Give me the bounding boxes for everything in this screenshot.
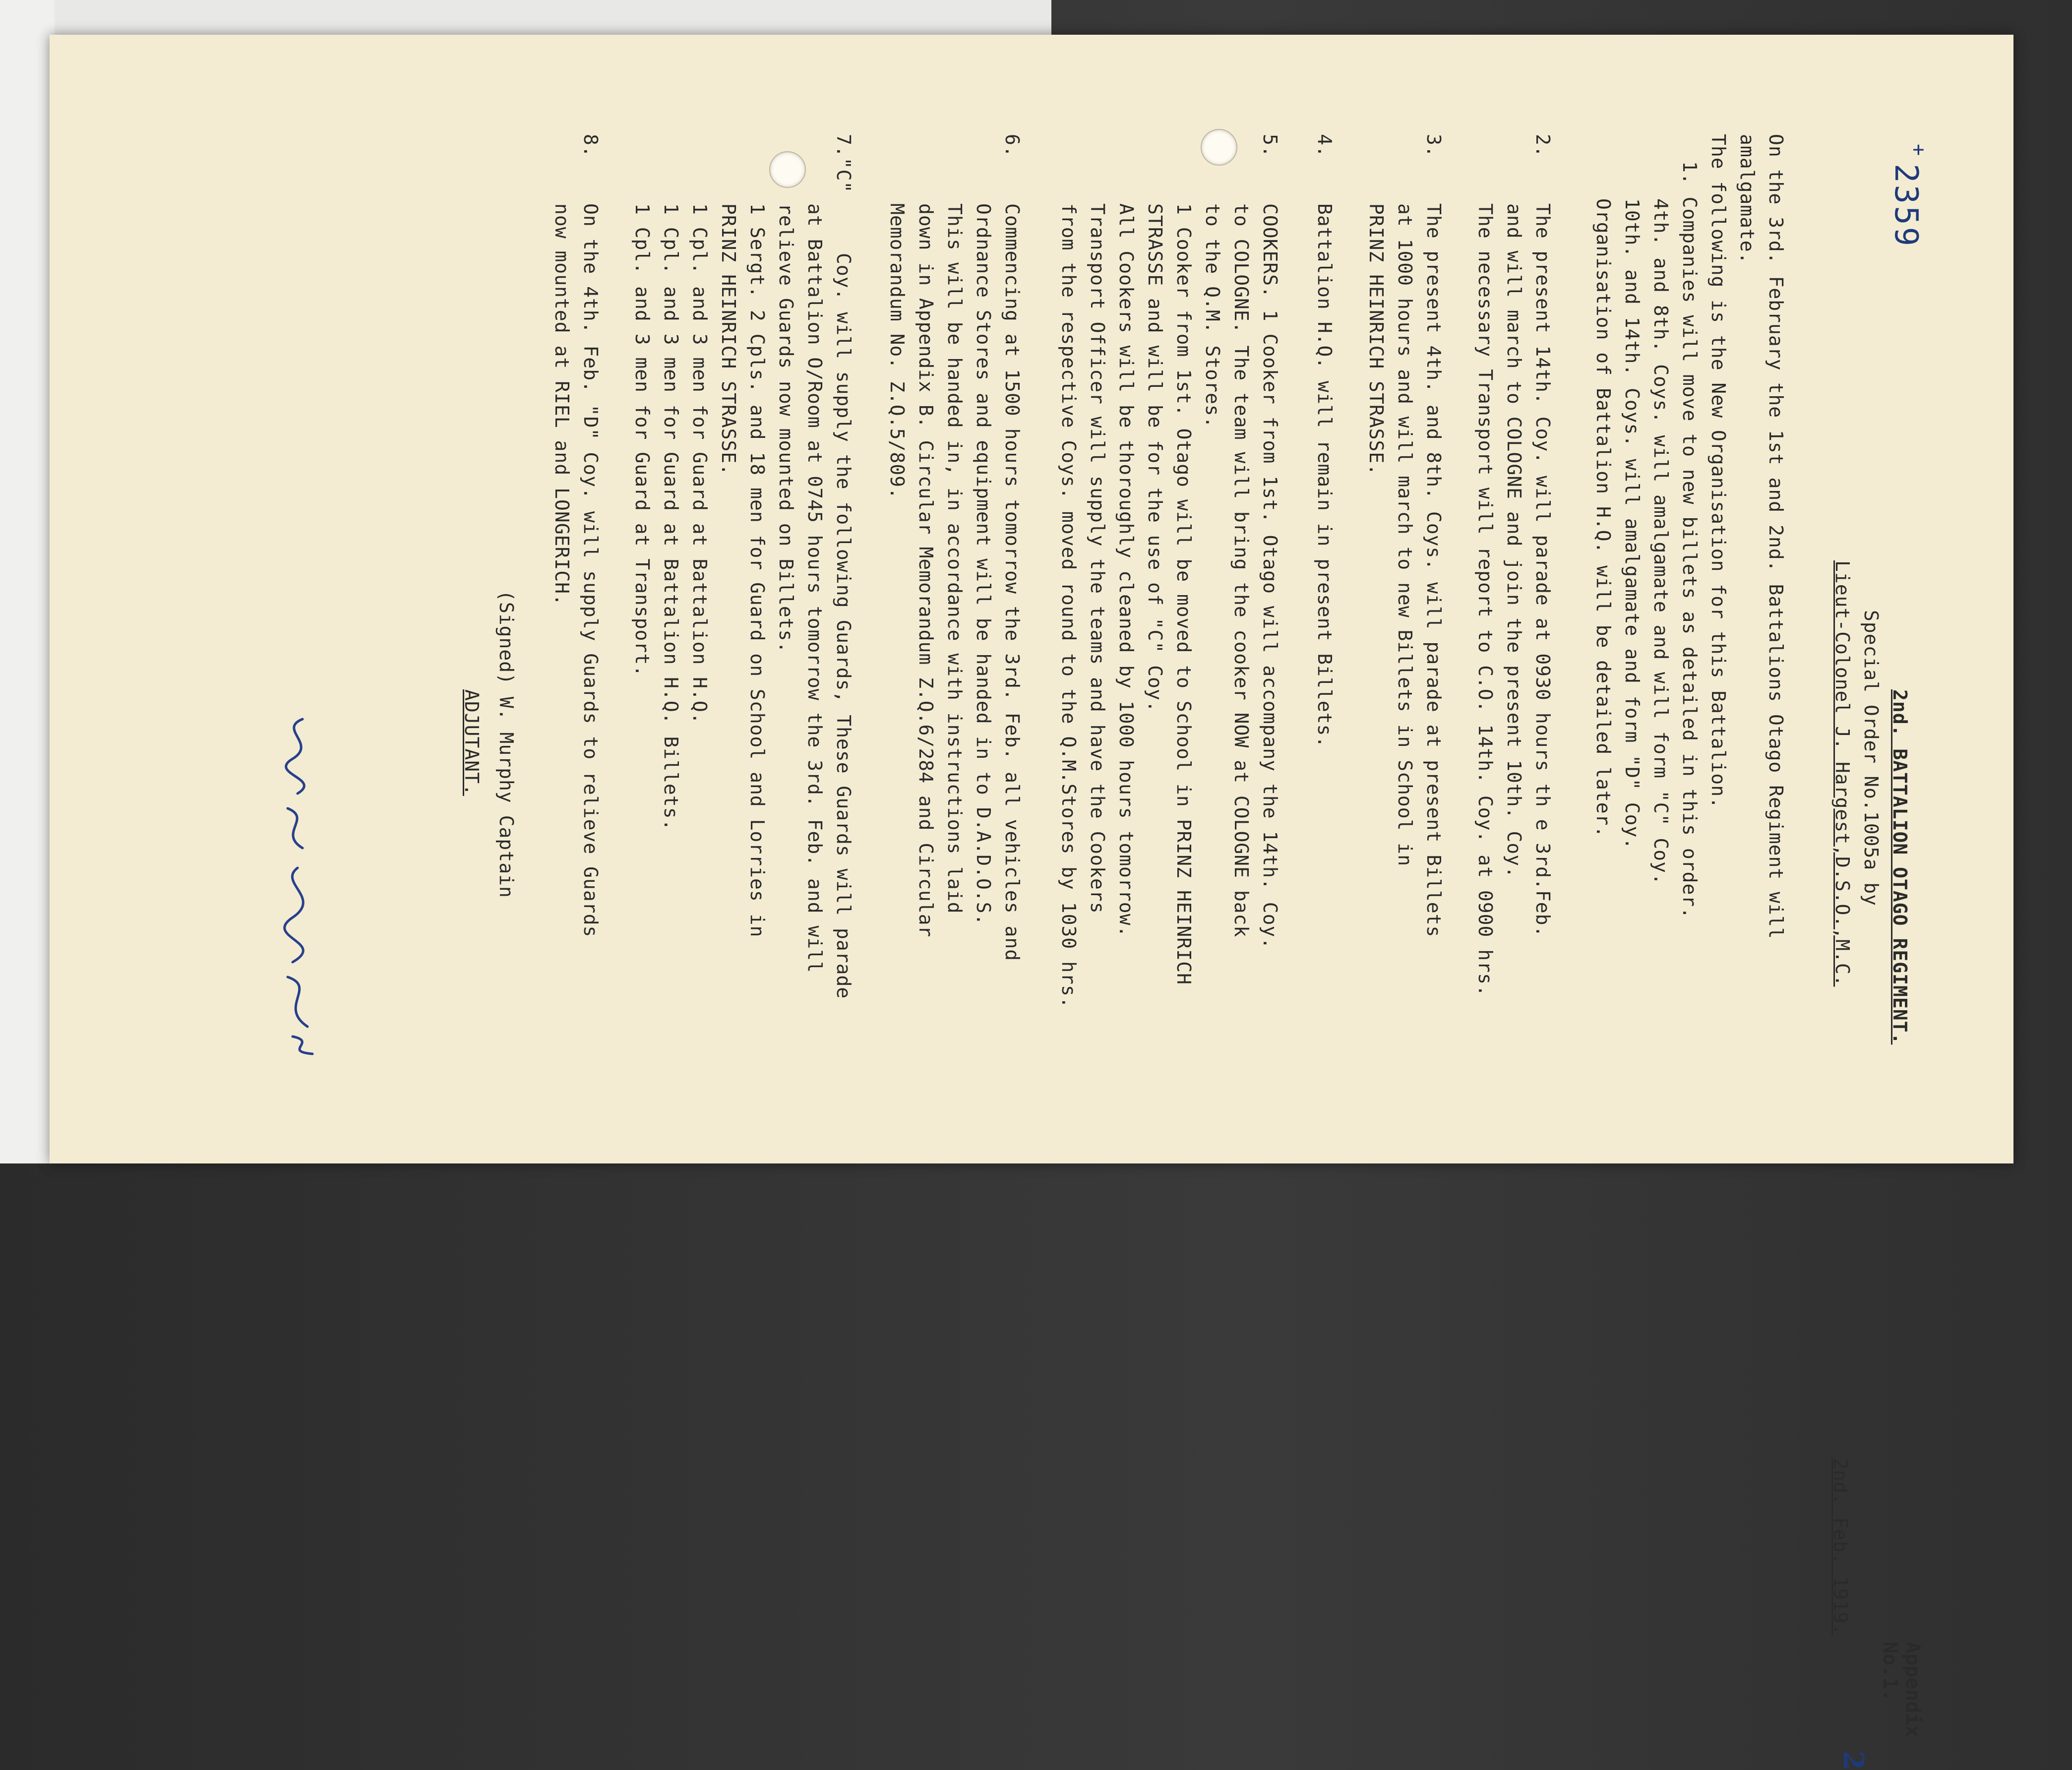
para6-line-5: Memorandum No. Z.Q.5/809. [886,203,908,499]
page-number: 2 [1837,1751,1870,1770]
para7-line-1: Coy. will supply the following Guards, These Guards will parade [833,253,854,999]
intro-line-2: amalgamate. [1736,134,1758,264]
para5-number: 5. [1259,134,1281,158]
para1-line-4: Organisation of Battalion H.Q. will be detailed later. [1592,198,1614,838]
document-page [50,35,2013,1770]
para7-line-4: 1 Sergt. 2 Cpls. and 18 men for Guard on School and Lorries in [746,203,768,938]
para1-line-2: 4th. and 8th. Coys. will amalgamate and will form "C" Coy. [1650,198,1672,885]
para8-number: 8. [580,134,602,158]
para5-line-1: COOKERS. 1 Cooker from 1st. Otago will accompany the 14th. Coy. [1259,203,1281,950]
para7-line-2: at Battalion O/Room at 0745 hours tomorrow the 3rd. Feb. and will [804,203,826,974]
para8-line-1: On the 4th. Feb. "D" Coy. will supply Guards to relieve Guards [580,203,602,938]
para2-number: 2. [1532,134,1554,158]
para7-line-7: 1 Cpl. and 3 men for Guard at Battalion H.Q. Billets. [660,203,682,831]
punch-hole-bottom [769,151,806,188]
intro-line-3: The following is the New Organisation for this Battalion. [1707,134,1729,809]
para7-line-5: PRINZ HEINRICH STRASSE. [718,203,739,476]
officer-name: Lieut-Colonel J. Hargest,D.S.O.,M.C. [1831,560,1853,987]
para5-line-8: from the respective Coys. moved round to the Q.M.Stores by 1030 hrs. [1058,203,1080,1009]
para3-line-2: at 1000 hours and will march to new Billets in School in [1394,203,1416,867]
para7-line-3: relieve Guards now mounted on Billets. [775,203,797,654]
para4-line-1: Battalion H.Q. will remain in present Billets. [1314,203,1336,748]
para5-line-5: STRASSE and will be for the use of "C" Coy. [1144,203,1166,713]
folio-number: 2359 [1888,164,1924,248]
para3-line-3: PRINZ HEINRICH STRASSE. [1365,203,1387,476]
document-date: 2nd. Feb. 1919. [1829,1458,1851,1636]
para5-line-2: to COLOGNE. The team will bring the cooker NOW at COLOGNE back [1230,203,1252,938]
para3-line-1: The present 4th. and 8th. Coys. will parade at present Billets [1423,203,1445,938]
para6-line-3: This will be handed in, in accordance with instructions laid [944,203,966,914]
para1-line-3: 10th. and 14th. Coys. will amalgamate and form "D" Coy. [1621,198,1643,850]
para1-line-1: 1. Companies will move to new billets as detailed in this order. [1679,161,1701,919]
signature-line: (Signed) W. Murphy Captain [495,590,517,898]
para7-number: 7."C" [833,134,854,193]
para6-line-2: Ordnance Stores and equipment will be handed in to D.A.D.O.S. [973,203,994,926]
para6-number: 6. [1001,134,1023,158]
handwritten-note [218,709,387,1056]
adjutant-title: ADJUTANT. [461,689,483,796]
para2-line-1: The present 14th. Coy. will parade at 0930 hours th e 3rd.Feb. [1532,203,1554,938]
para2-line-3: The necessary Transport will report to C.O. 14th. Coy. at 0900 hrs. [1474,203,1496,997]
para3-number: 3. [1423,134,1445,158]
order-number: Special Order No.1005a by [1860,610,1882,906]
para6-line-4: down in Appendix B. Circular Memorandum Z.Q.6/284 and Circular [915,203,937,938]
para5-line-6: All Cookers will be thoroughly cleaned by 1000 hours tomorrow. [1115,203,1137,938]
para4-number: 4. [1314,134,1336,158]
document-heading: 2nd. BATTALION OTAGO REGIMENT. [1889,689,1911,1045]
para5-line-4: 1 Cooker from 1st. Otago will be moved to School in PRINZ HEINRICH [1173,203,1195,985]
folio-tick-mark: + [1907,144,1930,156]
para7-line-6: 1 Cpl. and 3 men for Guard at Battalion H.Q. [689,203,711,725]
appendix-label: Appendix No.1. [1879,1642,1924,1737]
para5-line-7: Transport Officer will supply the teams and have the Cookers [1087,203,1108,914]
para6-line-1: Commencing at 1500 hours tomorrow the 3rd. Feb. all vehicles and [1001,203,1023,962]
para8-line-2: now mounted at RIEL and LONGERICH. [551,203,573,606]
punch-hole-top [1201,129,1237,166]
para2-line-2: and will march to COLOGNE and join the present 10th. Coy. [1503,203,1525,879]
intro-line-1: On the 3rd. February the 1st and 2nd. Battalions Otago Regiment will [1765,134,1787,939]
para5-line-3: to the Q.M. Stores. [1202,203,1223,428]
para7-line-8: 1 Cpl. and 3 men for Guard at Transport. [631,203,653,677]
document-subheading [1857,610,1886,906]
